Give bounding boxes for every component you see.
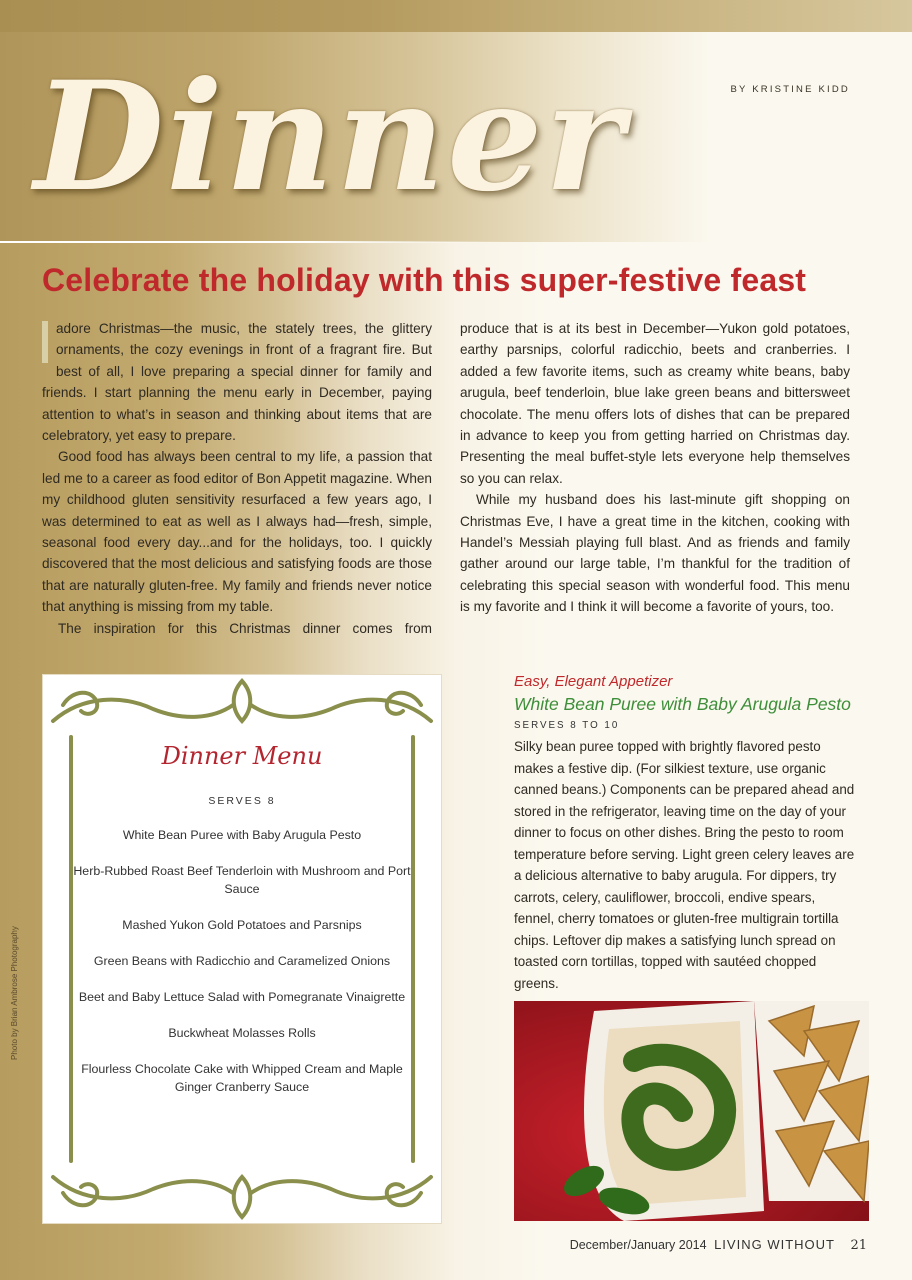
- menu-item: Mashed Yukon Gold Potatoes and Parsnips: [122, 918, 362, 932]
- menu-item: Buckwheat Molasses Rolls: [168, 1026, 316, 1040]
- recipe-body: Silky bean puree topped with brightly flavored pesto makes a festive dip. (For silkiest texture, use organic canned beans.) Components can be prepared ahead and stored in the refrigerator, leaving time on the day of your dinner to focus on other dishes. Bring the pesto to room temperature before serving. Light green celery leaves are a delicious alternative to baby arugula. For dippers, try carrots, celery, cauliflower, broccoli, endive spears, fennel, cherry tomatoes or gluten-free multigrain tortilla chips. Leftover dip makes a satisfying lunch spread on toasted corn tortillas, topped with sautéed chopped greens.: [514, 739, 855, 991]
- subtitle: Celebrate the holiday with this super-festive feast: [42, 262, 807, 298]
- recipe-title: White Bean Puree with Baby Arugula Pesto: [514, 694, 851, 714]
- drop-cap: [42, 321, 48, 363]
- article-paragraph: [42, 318, 432, 446]
- article-text: adore Christmas—the music, the stately trees, the glittery ornaments, the cozy evenings in front of a fragrant fire. But best of all, I love preparing a special dinner for family and friends. I start planning the menu early in December, paying attention to what’s in season and thinking about items that are celebratory, yet easy to prepare.: [42, 321, 432, 444]
- menu-item: Beet and Baby Lettuce Salad with Pomegranate Vinaigrette: [78, 990, 406, 1004]
- menu-item: Flourless Chocolate Cake with Whipped Cream and Maple Ginger Cranberry Sauce: [81, 1062, 403, 1094]
- byline: BY KRISTINE KIDD: [730, 84, 850, 95]
- article-paragraph: While my husband does his last-minute gift shopping on Christmas Eve, I have a great time in the kitchen, cooking with Handel’s Messiah playing full blast. And as friends and family gather around our large table, I’m thankful for the tradition of celebrating this special season with wonderful food. This menu is my favorite and I think it will become a favorite of yours, too.: [460, 492, 850, 615]
- article-column-right: [460, 318, 850, 618]
- article-column-left: [42, 318, 432, 639]
- ornament-fleur-top: [234, 681, 251, 721]
- recipe-block: [514, 672, 859, 994]
- menu-title: Dinner Menu: [161, 742, 323, 770]
- recipe-kicker: Easy, Elegant Appetizer: [514, 673, 673, 690]
- page-footer: [570, 1237, 867, 1253]
- top-gold-strip: [0, 0, 912, 32]
- menu-list: [73, 826, 411, 1114]
- menu-item: Green Beans with Radicchio and Caramelized Onions: [93, 954, 391, 968]
- footer-magazine: LIVING WITHOUT: [714, 1237, 835, 1252]
- menu-item: Herb-Rubbed Roast Beef Tenderloin with Mushroom and Port Sauce: [73, 864, 411, 896]
- footer-issue: December/January 2014: [569, 1238, 707, 1252]
- menu-item: White Bean Puree with Baby Arugula Pesto: [122, 828, 362, 842]
- article-paragraph: produce that is at its best in December—Yukon gold potatoes, earthy parsnips, colorful radicchio, beets and cranberries. I added a few favorite items, such as creamy white beans, baby arugula, beef tenderloin, blue lake green beans and bittersweet chocolate. The menu offers lots of dishes that can be prepared in advance to keep you from getting harried on Christmas day. Presenting the meal buffet-style lets everyone help themselves so you can relax.: [460, 321, 850, 486]
- photo-credit: Photo by Brian Ambrose Photography: [10, 926, 19, 1060]
- ornament-fleur-bottom: [234, 1177, 251, 1217]
- page-title: Dinner: [34, 49, 626, 225]
- dip-photo: [514, 1001, 869, 1221]
- menu-serves: SERVES 8: [208, 795, 276, 807]
- header-rule: [0, 241, 515, 243]
- article-paragraph: Good food has always been central to my life, a passion that led me to a career as food editor of Bon Appetit magazine. When my childhood gluten sensitivity resurfaced a few years ago, I was determined to eat as well as I always had—fresh, simple, seasonal food every day...and for the holidays, too. I quickly discovered that the most delicious and satisfying foods are those that are naturally gluten-free. My family and friends never notice that anything is missing from my table.: [42, 449, 432, 615]
- dip-photo-illustration: [514, 1001, 869, 1221]
- page-number: 21: [850, 1238, 867, 1253]
- article-paragraph: The inspiration for this Christmas dinner comes from: [58, 620, 432, 636]
- recipe-serves: SERVES 8 TO 10: [514, 720, 620, 731]
